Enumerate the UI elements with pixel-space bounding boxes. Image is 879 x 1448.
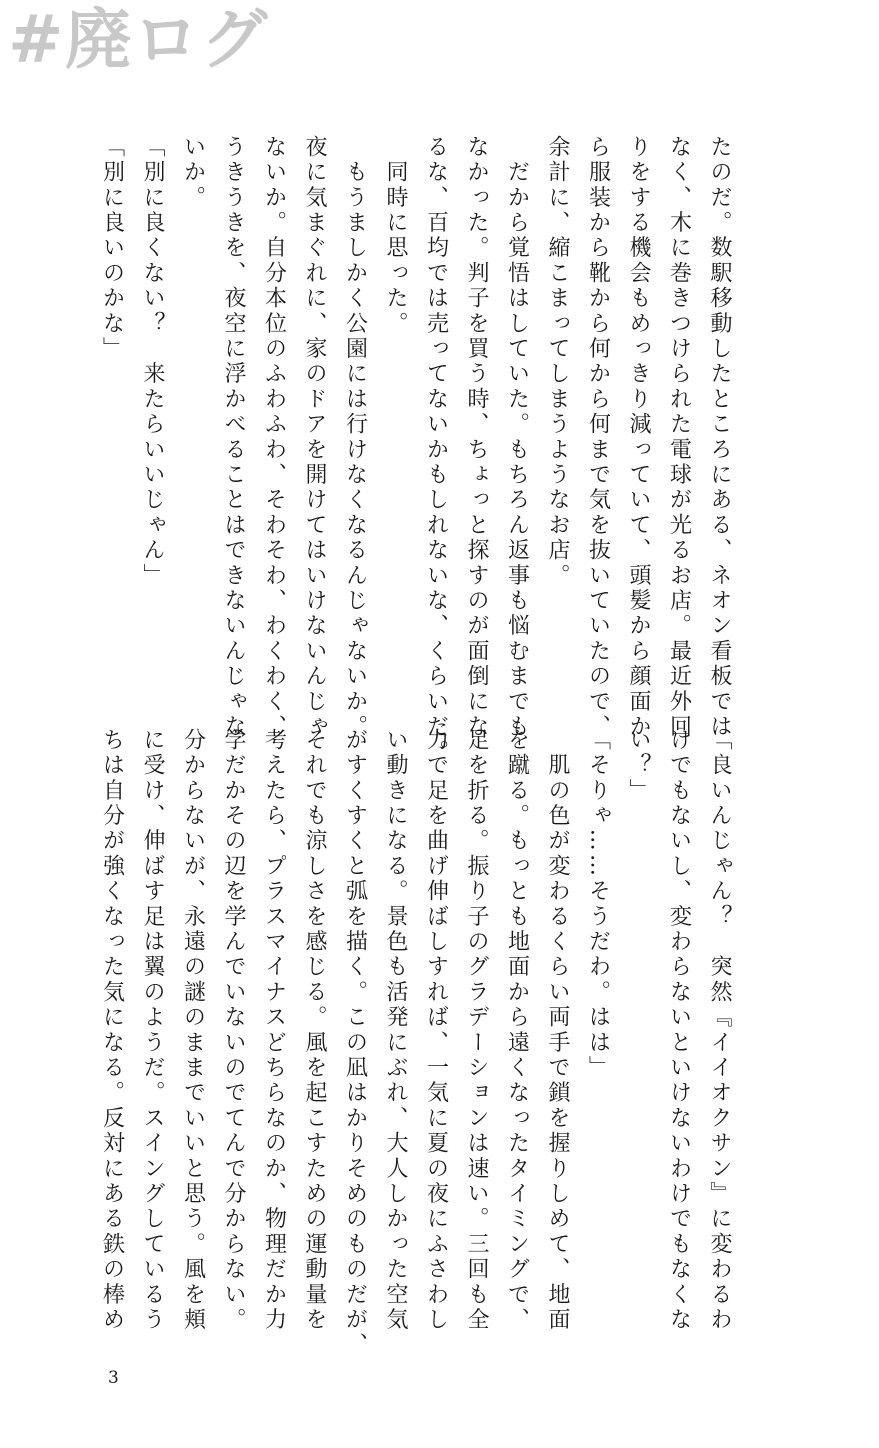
text-line: 「別に良くない？ 来たらいいじゃん」	[140, 135, 165, 589]
text-line: 肌の色が変わるくらい両手で鎖を握りしめて、地面	[545, 728, 570, 1333]
text-line: に受け、伸ばす足は翼のようだ。スイングしているう	[140, 728, 165, 1333]
text-line: 力で足を曲げ伸ばしすれば、一気に夏の夜にふさわし	[423, 728, 449, 1333]
text-line: ちは自分が強くなった気になる。反対にある鉄の棒め	[99, 728, 125, 1333]
text-block-top	[91, 135, 739, 765]
text-line: るな、百均では売ってないかもしれないな、くらいだ。	[423, 135, 449, 765]
text-line: い？」	[626, 728, 651, 804]
page-number: 3	[108, 1368, 119, 1388]
text-line: 「別に良いのかな」	[99, 135, 125, 362]
text-line: もうましかく公園には行けなくなるんじゃないか。	[342, 135, 368, 740]
text-line: 「そりゃ……そうだわ。はは」	[585, 728, 611, 1081]
text-line: いか。	[180, 135, 206, 211]
text-line: を蹴る。もっとも地面から遠くなったタイミングで、	[504, 728, 530, 1333]
site-logo: #廃ログ	[8, 1, 270, 78]
text-line: けでもないし、変わらないといけないわけでもなくな	[666, 728, 692, 1333]
text-line: 分からないが、永遠の謎のままでいいと思う。風を頬	[180, 728, 206, 1333]
text-line: なかった。判子を買う時、ちょっと探すのが面倒にな	[464, 135, 489, 740]
text-block-bottom	[91, 728, 739, 1358]
text-line: 余計に、縮こまってしまうようなお店。	[545, 135, 570, 589]
text-line: がすくすくと弧を描く。この凪はかりそめのものだが、	[342, 728, 368, 1358]
text-line: 足を折る。振り子のグラデーションは速い。三回も全	[464, 728, 489, 1333]
text-line: ないか。自分本位のふわふわ、そわそわ、わくわく、	[261, 135, 287, 740]
text-line: 同時に思った。	[383, 135, 408, 337]
text-line: 学だかその辺を学んでいないのでてんで分からない。	[221, 728, 246, 1333]
text-line: りをする機会もめっきり減っていて、頭髪から顔面か	[626, 135, 651, 740]
text-line: それでも涼しさを感じる。風を起こすための運動量を	[302, 728, 327, 1333]
text-line: 考えたら、プラスマイナスどちらなのか、物理だか力	[261, 728, 287, 1333]
text-line: ら服装から靴から何から何まで気を抜いていたので、	[585, 135, 611, 740]
text-line: なく、木に巻きつけられた電球が光るお店。最近外回	[666, 135, 692, 740]
text-line: たのだ。数駅移動したところにある、ネオン看板では	[707, 135, 732, 740]
text-line: い動きになる。景色も活発にぶれ、大人しかった空気	[383, 728, 408, 1333]
text-line: 夜に気まぐれに、家のドアを開けてはいけないんじゃ	[302, 135, 327, 740]
text-line: だから覚悟はしていた。もちろん返事も悩むまでも	[504, 135, 530, 740]
text-line: うきうきを、夜空に浮かべることはできないんじゃな	[221, 135, 246, 740]
text-line: 「良いんじゃん？ 突然『イイオクサン』に変わるわ	[707, 728, 732, 1333]
